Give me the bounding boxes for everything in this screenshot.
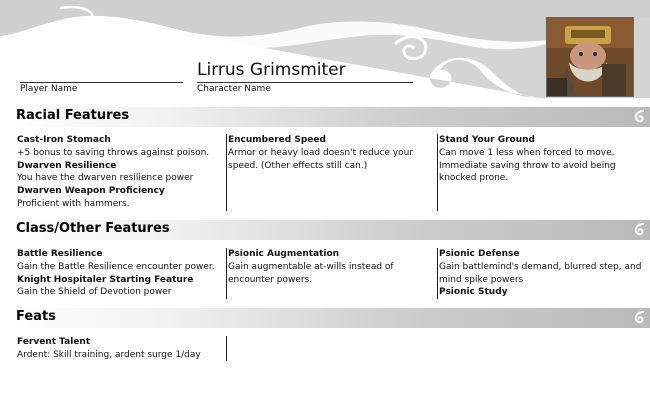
sheet-header [0, 0, 650, 100]
class-col-3 [439, 248, 644, 299]
racial-col-2 [228, 134, 434, 172]
feature-desc: Can move 1 less when forced to move. Immediate saving throw to avoid being knocked prone. [439, 147, 616, 184]
feature-desc: You have the dwarven resilience power [17, 173, 194, 184]
section-bar-feats [0, 308, 650, 328]
feature-desc: Gain the Battle Resilience encounter power. [17, 261, 215, 272]
feature-desc: Gain battlemind's demand, blurred step, and mind spike powers [439, 261, 642, 285]
character-name-underline [197, 82, 413, 83]
feature-name: Psionic Study [439, 287, 508, 298]
class-features-row [0, 248, 650, 300]
feat-name: Fervent Talent [17, 337, 91, 347]
section-title-racial-features: Racial Features [16, 108, 130, 123]
section-bar-gradient [0, 308, 650, 328]
feature-name: Cast-Iron Stomach [17, 135, 111, 145]
feature-name: Dwarven Weapon Proficiency [17, 186, 165, 197]
curl-ornament-icon [632, 222, 646, 238]
curl-ornament-icon [632, 109, 646, 125]
feature-name: Battle Resilience [17, 249, 103, 259]
column-divider [226, 134, 227, 211]
section-bar-racial-features [0, 107, 650, 127]
player-name-value[interactable] [20, 62, 183, 82]
player-name-underline [20, 82, 183, 83]
feature-desc: Gain the Shield of Devotion power [17, 287, 172, 298]
character-name-label: Character Name [197, 84, 271, 94]
column-divider [226, 336, 227, 361]
feature-name: Encumbered Speed [228, 135, 326, 145]
feature-name: Psionic Defense [439, 249, 520, 259]
player-name-label: Player Name [20, 84, 78, 94]
feat-desc: Ardent: Skill training, ardent surge 1/day [17, 349, 201, 360]
player-name-field[interactable] [20, 62, 183, 94]
section-title-feats: Feats [16, 309, 56, 324]
class-col-2 [228, 248, 434, 286]
section-bar-class-features [0, 220, 650, 240]
character-name-value[interactable]: Lirrus Grimsmiter [197, 60, 346, 80]
column-divider [437, 134, 438, 211]
feature-name: Psionic Augmentation [228, 249, 340, 259]
curl-ornament-icon [632, 310, 646, 326]
feature-desc: Gain augmentable at-wills instead of encounter powers. [228, 261, 394, 285]
section-title-class-features: Class/Other Features [16, 221, 170, 236]
column-divider [437, 248, 438, 299]
feature-desc: Armor or heavy load doesn't reduce your speed. (Other effects still can.) [228, 147, 414, 171]
feature-desc: +5 bonus to saving throws against poison. [17, 147, 210, 158]
feature-name: Stand Your Ground [439, 135, 535, 145]
character-name-field[interactable] [197, 60, 413, 94]
dwarf-portrait-icon [547, 18, 633, 96]
character-portrait[interactable] [546, 17, 634, 97]
feats-row [0, 336, 650, 362]
racial-col-1 [17, 134, 222, 211]
racial-col-3 [439, 134, 644, 185]
feature-name: Dwarven Resilience [17, 160, 117, 171]
feature-desc: Proficient with hammers. [17, 198, 130, 209]
racial-features-row [0, 134, 650, 212]
feats-col-1 [17, 336, 222, 362]
column-divider [226, 248, 227, 299]
feature-name: Knight Hospitaler Starting Feature [17, 274, 194, 285]
class-col-1 [17, 248, 222, 299]
